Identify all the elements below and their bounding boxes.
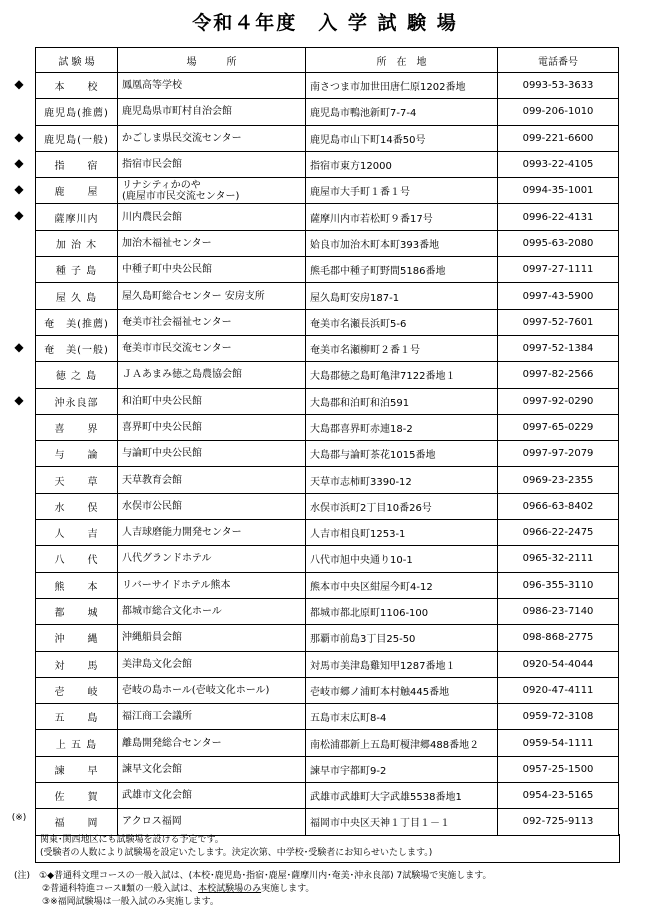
asterisk-marker: (※): [11, 813, 27, 823]
diamond-marker-icon: ◆: [14, 182, 24, 196]
venue-place: [118, 99, 306, 125]
table-row: [36, 414, 619, 440]
venue-place: [118, 151, 306, 177]
venue-tel: 0965-32-2111: [498, 546, 619, 572]
venue-tel: 0993-53-3633: [498, 73, 619, 99]
venue-address: 熊毛郡中種子町野間5186番地: [306, 257, 498, 283]
venue-address: 大島郡徳之島町亀津7122番地１: [306, 362, 498, 388]
venue-place-line: 川内農民会館: [122, 211, 182, 223]
venue-tel: 0959-72-3108: [498, 704, 619, 730]
exam-venue-table: [35, 47, 619, 836]
header-address: 所 在 地: [306, 48, 498, 73]
table-row: [36, 572, 619, 598]
venue-place-line: 沖縄船員会館: [122, 632, 182, 644]
venue-name: 種 子 島: [36, 257, 118, 283]
venue-place-line: 屋久島町総合センター 安房支所: [122, 290, 265, 302]
venue-place: [118, 257, 306, 283]
table-row: [36, 125, 619, 151]
venue-place: [118, 493, 306, 519]
venue-name: 都 城: [36, 598, 118, 624]
venue-place: [118, 546, 306, 572]
venue-address: 鹿児島市山下町14番50号: [306, 125, 498, 151]
header-tel: 電話番号: [498, 48, 619, 73]
venue-name: 沖 縄: [36, 625, 118, 651]
venue-place-line: 奄美市社会福祉センター: [122, 316, 232, 328]
venue-address: 鹿屋市大手町１番１号: [306, 178, 498, 204]
table-row: [36, 441, 619, 467]
footnote-2: ②普通科特進コースⅡ類の一般入試は、本校試験場のみ実施します。: [42, 884, 315, 894]
table-row: [36, 809, 619, 835]
venue-address: 五島市末広町8-4: [306, 704, 498, 730]
venue-name: 奄 美(一般): [36, 335, 118, 361]
venue-name: 指 宿: [36, 151, 118, 177]
venue-place-line: 美津島文化会館: [122, 658, 192, 670]
table-row: [36, 520, 619, 546]
venue-place-line: 和泊町中央公民館: [122, 395, 202, 407]
venue-place-line: ＪＡあまみ徳之島農協会館: [122, 369, 242, 381]
venue-tel: 099-221-6600: [498, 125, 619, 151]
venue-place-line: 指宿市民会館: [122, 159, 182, 171]
venue-place-line: 奄美市市民交流センター: [122, 343, 232, 355]
venue-place: [118, 520, 306, 546]
venue-tel: 0997-52-7601: [498, 309, 619, 335]
venue-place: [118, 309, 306, 335]
venue-name: 五 島: [36, 704, 118, 730]
table-row: [36, 388, 619, 414]
footnote-3: ③※福岡試験場は一般入試のみ実施します。: [42, 897, 219, 907]
venue-address: 人吉市相良町1253-1: [306, 520, 498, 546]
table-row: [36, 335, 619, 361]
diamond-marker-icon: ◆: [14, 208, 24, 222]
venue-name: 人 吉: [36, 520, 118, 546]
venue-tel: 0997-92-0290: [498, 388, 619, 414]
venue-tel: 0954-23-5165: [498, 783, 619, 809]
table-row: [36, 178, 619, 204]
venue-tel: 096-355-3110: [498, 572, 619, 598]
table-row: [36, 546, 619, 572]
venue-place: [118, 125, 306, 151]
venue-name: 福 岡: [36, 809, 118, 835]
venue-place-line: 天草教育会館: [122, 474, 182, 486]
venue-place-line: リナシティかのや: [122, 179, 201, 191]
note-line: 関東･関西地区にも試験場を設ける予定です。: [40, 835, 224, 845]
table-row: [36, 99, 619, 125]
venue-name: 薩摩川内: [36, 204, 118, 230]
venue-name: 与 論: [36, 441, 118, 467]
venue-tel: 0997-43-5900: [498, 283, 619, 309]
venue-address: 那覇市前島3丁目25-50: [306, 625, 498, 651]
venue-address: 南松浦郡新上五島町榎津郷488番地２: [306, 730, 498, 756]
venue-place-line: 与論町中央公民館: [122, 448, 202, 460]
venue-place-line: 加治木福祉センター: [122, 237, 212, 249]
venue-address: 姶良市加治木町本町393番地: [306, 230, 498, 256]
venue-name: 徳 之 島: [36, 362, 118, 388]
venue-address: 天草市志柿町3390-12: [306, 467, 498, 493]
venue-place: [118, 809, 306, 835]
venue-place: [118, 467, 306, 493]
venue-note-box: [35, 834, 620, 863]
venue-place: [118, 362, 306, 388]
venue-name: 喜 界: [36, 414, 118, 440]
venue-name: 八 代: [36, 546, 118, 572]
underlined-text: 本校試験場のみ: [198, 884, 262, 894]
header-place: 場 所: [118, 48, 306, 73]
venue-place-line: 人吉球磨能力開発センター: [122, 527, 242, 539]
venue-name: 鹿児島(推薦): [36, 99, 118, 125]
venue-address: 屋久島町安房187-1: [306, 283, 498, 309]
table-row: [36, 730, 619, 756]
venue-name: 屋 久 島: [36, 283, 118, 309]
venue-place: [118, 572, 306, 598]
venue-address: 都城市都北原町1106-100: [306, 598, 498, 624]
venue-address: 武雄市武雄町大字武雄5538番地1: [306, 783, 498, 809]
venue-place-line: 喜界町中央公民館: [122, 422, 202, 433]
venue-tel: 0995-63-2080: [498, 230, 619, 256]
venue-tel: 0920-47-4111: [498, 677, 619, 703]
table-row: [36, 73, 619, 99]
header-venue: 試 験 場: [36, 48, 118, 73]
venue-place-line: 鳳凰高等学校: [122, 80, 182, 92]
venue-address: 諫早市宇都町9-2: [306, 756, 498, 782]
table-row: [36, 467, 619, 493]
table-row: [36, 151, 619, 177]
venue-address: 南さつま市加世田唐仁原1202番地: [306, 73, 498, 99]
venue-address: 福岡市中央区天神１丁目１－１: [306, 809, 498, 835]
venue-place-line: リバーサイドホテル熊本: [122, 579, 231, 591]
footnote-label: (注): [14, 871, 31, 881]
diamond-marker-icon: ◆: [14, 130, 24, 144]
venue-place: [118, 704, 306, 730]
venue-tel: 0994-35-1001: [498, 178, 619, 204]
venue-place: [118, 73, 306, 99]
venue-tel: 0993-22-4105: [498, 151, 619, 177]
venue-place-line: 八代グランドホテル: [122, 553, 212, 565]
venue-address: 大島郡和泊町和泊591: [306, 388, 498, 414]
venue-address: 対馬市美津島雞知甲1287番地１: [306, 651, 498, 677]
venue-tel: 0966-22-2475: [498, 520, 619, 546]
venue-address: 八代市旭中央通り10-1: [306, 546, 498, 572]
venue-name: 奄 美(推薦): [36, 309, 118, 335]
table-row: [36, 283, 619, 309]
venue-place: [118, 414, 306, 440]
venue-place-line: (鹿屋市市民交流センター): [122, 190, 240, 202]
venue-name: 対 馬: [36, 651, 118, 677]
venue-place: [118, 625, 306, 651]
venue-place-line: 福江商工会議所: [122, 711, 192, 723]
venue-name: 熊 本: [36, 572, 118, 598]
venue-place-line: 武雄市文化会館: [122, 790, 192, 802]
venue-tel: 0997-82-2566: [498, 362, 619, 388]
venue-name: 加 治 木: [36, 230, 118, 256]
venue-address: 指宿市東方12000: [306, 151, 498, 177]
venue-place: [118, 388, 306, 414]
venue-place: [118, 651, 306, 677]
venue-tel: 0997-27-1111: [498, 257, 619, 283]
table-row: [36, 677, 619, 703]
venue-tel: 0959-54-1111: [498, 730, 619, 756]
venue-place: [118, 178, 306, 204]
venue-address: 奄美市名瀬柳町２番１号: [306, 335, 498, 361]
venue-name: 鹿児島(一般): [36, 125, 118, 151]
diamond-marker-icon: ◆: [14, 156, 24, 170]
venue-place: [118, 677, 306, 703]
table-row: [36, 257, 619, 283]
diamond-marker-icon: ◆: [14, 393, 24, 407]
venue-place: [118, 283, 306, 309]
venue-name: 鹿 屋: [36, 178, 118, 204]
table-row: [36, 651, 619, 677]
note-line: (受験者の人数により試験場を設定いたします。決定次第、中学校･受験者にお知らせいたします。): [40, 848, 433, 858]
venue-name: 諫 早: [36, 756, 118, 782]
venue-place-line: アクロス福岡: [122, 816, 182, 828]
table-row: [36, 362, 619, 388]
venue-place: [118, 204, 306, 230]
table-row: [36, 756, 619, 782]
diamond-marker-icon: ◆: [14, 77, 24, 91]
venue-tel: 092-725-9113: [498, 809, 619, 835]
venue-tel: 0986-23-7140: [498, 598, 619, 624]
venue-name: 沖永良部: [36, 388, 118, 414]
venue-tel: 0996-22-4131: [498, 204, 619, 230]
venue-address: 熊本市中央区紺屋今町4-12: [306, 572, 498, 598]
venue-address: 奄美市名瀬長浜町5-6: [306, 309, 498, 335]
venue-name: 本 校: [36, 73, 118, 99]
table-row: [36, 309, 619, 335]
venue-tel: 0997-65-0229: [498, 414, 619, 440]
venue-name: 水 俣: [36, 493, 118, 519]
venue-place-line: かごしま県民交流センター: [122, 132, 242, 144]
venue-place: [118, 756, 306, 782]
table-row: [36, 204, 619, 230]
venue-address: 壱岐市郷ノ浦町本村触445番地: [306, 677, 498, 703]
table-body: [36, 73, 619, 836]
table-row: [36, 598, 619, 624]
venue-tel: 0966-63-8402: [498, 493, 619, 519]
venue-name: 佐 賀: [36, 783, 118, 809]
venue-place: [118, 335, 306, 361]
footnotes: [14, 870, 644, 909]
venue-tel: 0997-97-2079: [498, 441, 619, 467]
table-header-row: [36, 48, 619, 73]
page-title: 令和４年度 入 学 試 験 場: [192, 12, 458, 34]
venue-place-line: 壱岐の島ホール(壱岐文化ホール): [122, 684, 270, 696]
venue-place-line: 離島開発総合センター: [122, 737, 222, 749]
venue-place: [118, 598, 306, 624]
venue-place-line: 諫早文化会館: [122, 763, 182, 775]
venue-tel: 0969-23-2355: [498, 467, 619, 493]
table-row: [36, 493, 619, 519]
venue-name: 天 草: [36, 467, 118, 493]
diamond-marker-icon: ◆: [14, 340, 24, 354]
venue-place-line: 鹿児島県市町村自治会館: [122, 106, 232, 118]
venue-tel: 0997-52-1384: [498, 335, 619, 361]
table-row: [36, 704, 619, 730]
table-row: [36, 230, 619, 256]
venue-tel: 099-206-1010: [498, 99, 619, 125]
footnote-1: (注) ①◆普通科文理コースの一般入試は、(本校･鹿児島･指宿･鹿屋･薩摩川内･奄美･沖永良部) 7試験場で実施します。: [14, 871, 492, 881]
venue-address: 水俣市浜町2丁目10番26号: [306, 493, 498, 519]
venue-place: [118, 441, 306, 467]
table-row: [36, 625, 619, 651]
venue-place-line: 中種子町中央公民館: [122, 264, 212, 276]
venue-place: [118, 230, 306, 256]
venue-name: 上 五 島: [36, 730, 118, 756]
venue-place: [118, 730, 306, 756]
venue-tel: 0920-54-4044: [498, 651, 619, 677]
table-row: [36, 783, 619, 809]
venue-place: [118, 783, 306, 809]
venue-name: 壱 岐: [36, 677, 118, 703]
venue-place-line: 水俣市公民館: [122, 500, 182, 512]
venue-address: 薩摩川内市若松町９番17号: [306, 204, 498, 230]
venue-place-line: 都城市総合文化ホール: [122, 606, 222, 618]
venue-tel: 098-868-2775: [498, 625, 619, 651]
venue-tel: 0957-25-1500: [498, 756, 619, 782]
venue-address: 鹿児島市鴨池新町7-7-4: [306, 99, 498, 125]
venue-address: 大島郡与論町茶花1015番地: [306, 441, 498, 467]
venue-address: 大島郡喜界町赤連18-2: [306, 414, 498, 440]
